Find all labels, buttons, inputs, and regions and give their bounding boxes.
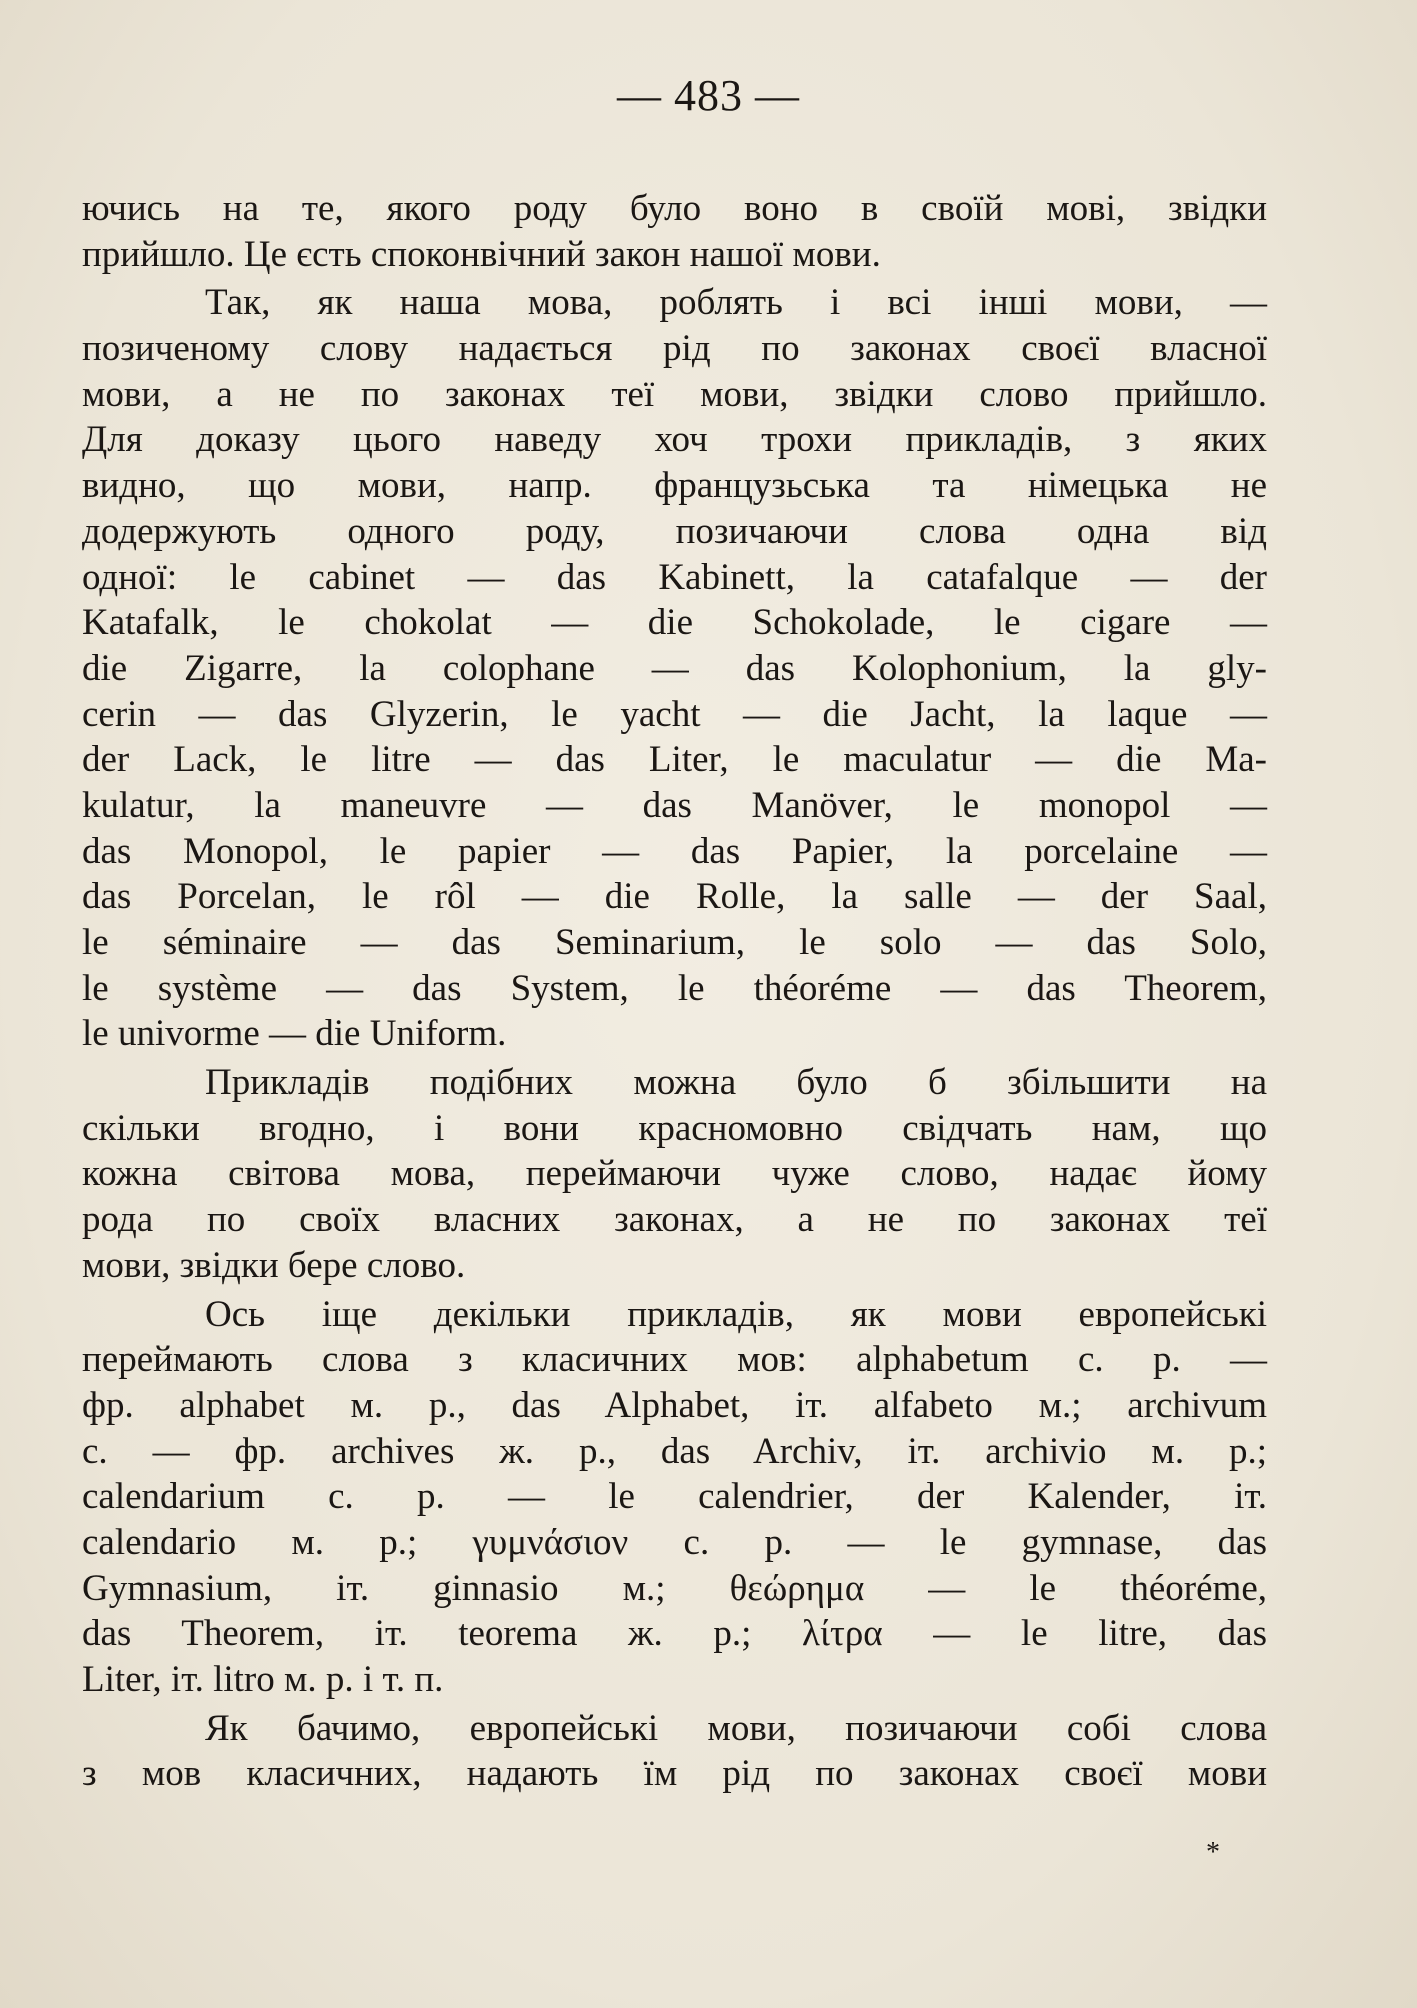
text-line: рода по своїх власних законах, а не по законах теї — [82, 1199, 1267, 1241]
signature-mark: * — [1206, 1837, 1220, 1868]
text-line: das Theorem, іт. teorema ж. р.; λίτρα — le litre, das — [82, 1613, 1267, 1655]
text-line: calendario м. р.; γυμνάσιον с. р. — le gymnase, das — [82, 1521, 1267, 1563]
text-line: le univorme — die Uniform. — [82, 1013, 507, 1055]
text-line: переймають слова з класичних мов: alphabetum с. р. — — [82, 1339, 1267, 1381]
text-line: з мов класичних, надають їм рід по законах своєї мови — [82, 1753, 1267, 1795]
text-line: позиченому слову надається рід по законах своєї власної — [82, 328, 1267, 370]
text-line: ючись на те, якого роду було воно в своїй мові, звідки — [82, 188, 1267, 229]
paragraph — [82, 1706, 1267, 1797]
text-line: le système — das System, le théoréme — das Theorem, — [82, 967, 1267, 1009]
text-line: Так, як наша мова, роблять і всі інші мови, — — [205, 282, 1267, 324]
text-line: calendarium с. р. — le calendrier, der Kalender, іт. — [82, 1476, 1267, 1518]
text-body — [82, 186, 1267, 1797]
text-line: die Zigarre, la colophane — das Kolophonium, la gly- — [82, 647, 1267, 689]
paragraph — [82, 280, 1267, 1057]
paragraph — [82, 186, 1267, 277]
text-line: Для доказу цього наведу хоч трохи прикладів, з яких — [82, 419, 1267, 461]
page-number: — 483 — — [617, 71, 800, 120]
text-line: фр. alphabet м. р., das Alphabet, іт. alfabeto м.; archivum — [82, 1384, 1267, 1426]
text-line: скільки вгодно, і вони красномовно свідчать нам, що — [82, 1107, 1267, 1149]
text-line: видно, що мови, напр. французьська та німецька не — [82, 465, 1267, 507]
text-line: мови, а не по законах теї мови, звідки слово прийшло. — [82, 373, 1267, 415]
text-line: Ось іще декільки прикладів, як мови европейські — [205, 1293, 1267, 1335]
text-line: Як бачимо, европейські мови, позичаючи собі слова — [205, 1707, 1267, 1749]
text-line: Прикладів подібних можна було б збільшити на — [205, 1062, 1267, 1104]
text-line: der Lack, le litre — das Liter, le maculatur — die Ma- — [82, 739, 1267, 781]
text-line: Katafalk, le chokolat — die Schokolade, le cigare — — [82, 602, 1267, 644]
text-line: Gymnasium, іт. ginnasio м.; θεώρημα — le théoréme, — [82, 1567, 1267, 1609]
text-line: с. — фр. archives ж. р., das Archiv, іт. archivio м. р.; — [82, 1430, 1267, 1472]
text-line: das Monopol, le papier — das Papier, la porcelaine — — [82, 830, 1267, 872]
text-line: мови, звідки бере слово. — [82, 1244, 466, 1286]
text-line: прийшло. Це єсть споконвічний закон нашої мови. — [82, 233, 881, 275]
paragraph — [82, 1060, 1267, 1288]
text-line: cerin — das Glyzerin, le yacht — die Jacht, la laque — — [82, 693, 1267, 735]
text-line: Liter, іт. litro м. р. і т. п. — [82, 1659, 444, 1700]
paragraph — [82, 1292, 1267, 1703]
text-line: kulatur, la maneuvre — das Manöver, le monopol — — [82, 784, 1267, 826]
text-line: кожна світова мова, переймаючи чуже слово, надає йому — [82, 1153, 1267, 1195]
text-line: одної: le cabinet — das Kabinett, la catafalque — der — [82, 556, 1267, 598]
text-line: додержують одного роду, позичаючи слова одна від — [82, 510, 1267, 552]
text-line: le séminaire — das Seminarium, le solo — das Solo, — [82, 922, 1267, 963]
text-line: das Porcelan, le rôl — die Rolle, la salle — der Saal, — [82, 876, 1267, 918]
